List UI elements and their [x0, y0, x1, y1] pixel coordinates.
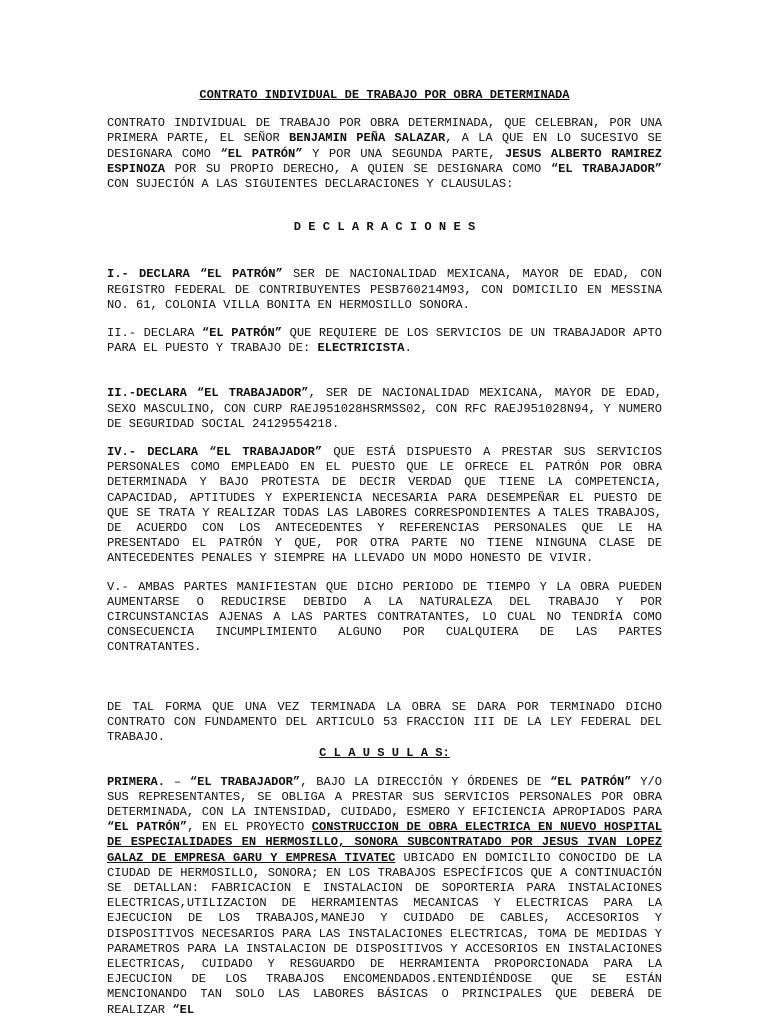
trabajador-label: “EL TRABAJADOR” — [196, 386, 309, 401]
closing-paragraph: DE TAL FORMA QUE UNA VEZ TERMINADA LA OBRA SE DARA POR TERMINADO DICHO CONTRATO CON FUNDAMENTO DEL ARTICULO 53 FRACCION III DE LA LEY FEDERAL DEL TRABAJO. — [107, 699, 662, 745]
declaracion-3 — [107, 386, 662, 432]
patron-label: “EL PATRÓN” — [220, 146, 303, 161]
clausula-primera — [107, 775, 662, 1018]
declaracion-5: V.- AMBAS PARTES MANIFIESTAN QUE DICHO PERIODO DE TIEMPO Y LA OBRA PUEDEN AUMENTARSE O REDUCIRSE DEBIDO A LA NATURALEZA DEL TRABAJO Y POR CIRCUNSTANCIAS AJENAS A LAS PARTES CONTRATANTES, LO CUAL NO TENDRÍA COMO CONSECUENCIA INCUMPLIMIENTO ALGUNO POR CUALQUIERA DE LAS PARTES CONTRATANTES. — [107, 579, 662, 655]
trabajador-label: “EL TRABAJADOR” — [189, 774, 301, 789]
intro-text: CON SUJECIÓN A LAS SIGUIENTES DECLARACIONES Y CLAUSULAS: — [107, 177, 514, 192]
declaracion-text: . — [404, 341, 412, 356]
declaracion-text: QUE ESTÁ DISPUESTO A PRESTAR SUS SERVICIOS PERSONALES COMO EMPLEADO EN EL PUESTO QUE LE OFRECE EL PATRÓN POR OBRA DETERMINADA Y BAJO PROTESTA DE DECIR VERDAD QUE TIENE LA COMPETENCIA, CAPACIDAD, APTITUDES Y EXPERIENCIA NECESARIA PARA DESEMPEÑAR EL PUESTO DE QUE SE TRATA Y REALIZAR TODAS LAS LABORES CORRESPONDIENTES A TALES TRABAJOS, DE ACUERDO CON LOS ANTECEDENTES Y REFERENCIAS PERSONALES QUE LE HA PRESENTADO EL PATRÓN Y QUE, POR OTRA PARTE NO TIENE NINGUNA CLASE DE ANTECEDENTES PENALES Y SIEMPRE HA LLEVADO UN MODO HONESTO DE VIVIR. — [107, 445, 662, 566]
clausula-text: Y/O SUS REPRESENTANTES, SE OBLIGA A PRESTAR SUS SERVICIOS PERSONALES POR OBRA DETERMINADA, CON LA INTENSIDAD, CUIDADO, ESMERO Y EFICIENCIA APROPIADOS PARA — [107, 774, 662, 819]
puesto-label: ELECTRICISTA — [317, 341, 405, 356]
declaracion-text: QUE REQUIERE DE LOS SERVICIOS DE UN TRABAJADOR APTO PARA EL PUESTO Y TRABAJO DE: — [107, 326, 662, 356]
trabajador-label: “EL TRABAJADOR” — [550, 161, 662, 176]
declaracion-2 — [107, 326, 662, 356]
intro-text: , A LA QUE EN LO SUCESIVO SE DESIGNARA COMO — [107, 131, 662, 161]
patron-name: BENJAMIN PEÑA SALAZAR — [288, 131, 446, 146]
declaraciones-heading: D E C L A R A C I O N E S — [293, 220, 476, 235]
intro-text: CONTRATO INDIVIDUAL DE TRABAJO POR OBRA DETERMINADA, QUE CELEBRAN, POR UNA PRIMERA PARTE, EL SEÑOR — [107, 116, 662, 146]
intro-text: Y POR UNA SEGUNDA PARTE, — [302, 146, 506, 161]
clausula-text: – — [165, 774, 190, 789]
patron-label: “EL PATRÓN” — [201, 326, 283, 341]
declaracion-text: SER DE NACIONALIDAD MEXICANA, MAYOR DE EDAD, CON REGISTRO FEDERAL DE CONTRIBUYENTES PESB760214M93, CON DOMICILIO EN MESSINA NO. 61, COLONIA VILLA BONITA EN HERMOSILLO SONORA. — [107, 267, 662, 312]
trabajador-label: “EL TRABAJADOR” — [209, 445, 323, 460]
declaracion-number: II.-DECLARA — [107, 386, 197, 401]
clausula-text: UBICADO EN DOMICILIO CONOCIDO DE LA CIUDAD DE HERMOSILLO, SONORA; EN LOS TRABAJOS ESPECÍFICOS QUE A CONTINUACIÓN SE DETALLAN: FABRICACION E INSTALACION DE SOPORTERIA PARA INSTALACIONES ELECTRICAS,UTILIZACION DE HERRAMIENTAS MECANICAS Y ELECTRICAS PARA LA EJECUCION DE LOS TRABAJOS,MANEJO Y CUIDADO DE CABLES, ACCESORIOS Y DISPOSITIVOS NECESARIOS PARA LAS INSTALACIONES ELECTRICAS, TOMA DE MEDIDAS Y PARAMETROS PARA LA INSTALACION DE DISPOSITIVOS Y ACCESORIOS EN INSTALACIONES ELECTRICAS, CUIDADO Y RESGUARDO DE HERRAMIENTA PROPORCIONADA PARA LA EJECUCION DE LOS TRABAJOS ENCOMENDADOS.ENTENDIÉNDOSE QUE SE ESTÁN MENCIONANDO TAN SOLO LAS LABORES BÁSICAS O PRINCIPALES QUE DEBERÁ DE REALIZAR — [107, 850, 662, 1017]
patron-label: “EL PATRÓN” — [107, 820, 188, 835]
proyecto-name: CONSTRUCCION DE OBRA ELECTRICA EN NUEVO HOSPITAL DE ESPECIALIDADES EN HERMOSILLO, SONORA SUBCONTRATADO POR JESUS IVAN LOPEZ GALAZ DE EMPRESA GARU Y EMPRESA TIVATEC — [107, 820, 662, 865]
trabajador-label: “EL — [172, 1002, 195, 1017]
document-title: CONTRATO INDIVIDUAL DE TRABAJO POR OBRA DETERMINADA — [199, 88, 570, 102]
intro-text: POR SU PROPIO DERECHO, A QUIEN SE DESIGNARA COMO — [165, 161, 551, 176]
clausula-text: , BAJO LA DIRECCIÓN Y ÓRDENES DE — [300, 774, 551, 789]
declaracion-number: IV.- DECLARA — [107, 445, 210, 460]
clausula-text: , EN EL PROYECTO — [187, 820, 312, 835]
patron-label: “EL PATRÓN” — [550, 774, 632, 789]
declaracion-4 — [107, 445, 662, 567]
intro-paragraph — [107, 116, 662, 192]
trabajador-name: JESUS ALBERTO RAMIREZ ESPINOZA — [107, 146, 662, 176]
patron-label: “EL PATRÓN” — [200, 267, 283, 282]
clausula-number: PRIMERA. — [107, 774, 166, 789]
declaracion-number: I.- DECLARA — [107, 267, 200, 282]
clausulas-heading: C L A U S U L A S: — [319, 746, 450, 761]
declaracion-1 — [107, 267, 662, 313]
declaracion-number: II.- DECLARA — [107, 326, 202, 341]
declaracion-text: , SER DE NACIONALIDAD MEXICANA, MAYOR DE EDAD, SEXO MASCULINO, CON CURP RAEJ951028HSRMSS02, CON RFC RAEJ951028N94, Y NUMERO DE SEGURIDAD SOCIAL 24129554218. — [107, 386, 662, 431]
